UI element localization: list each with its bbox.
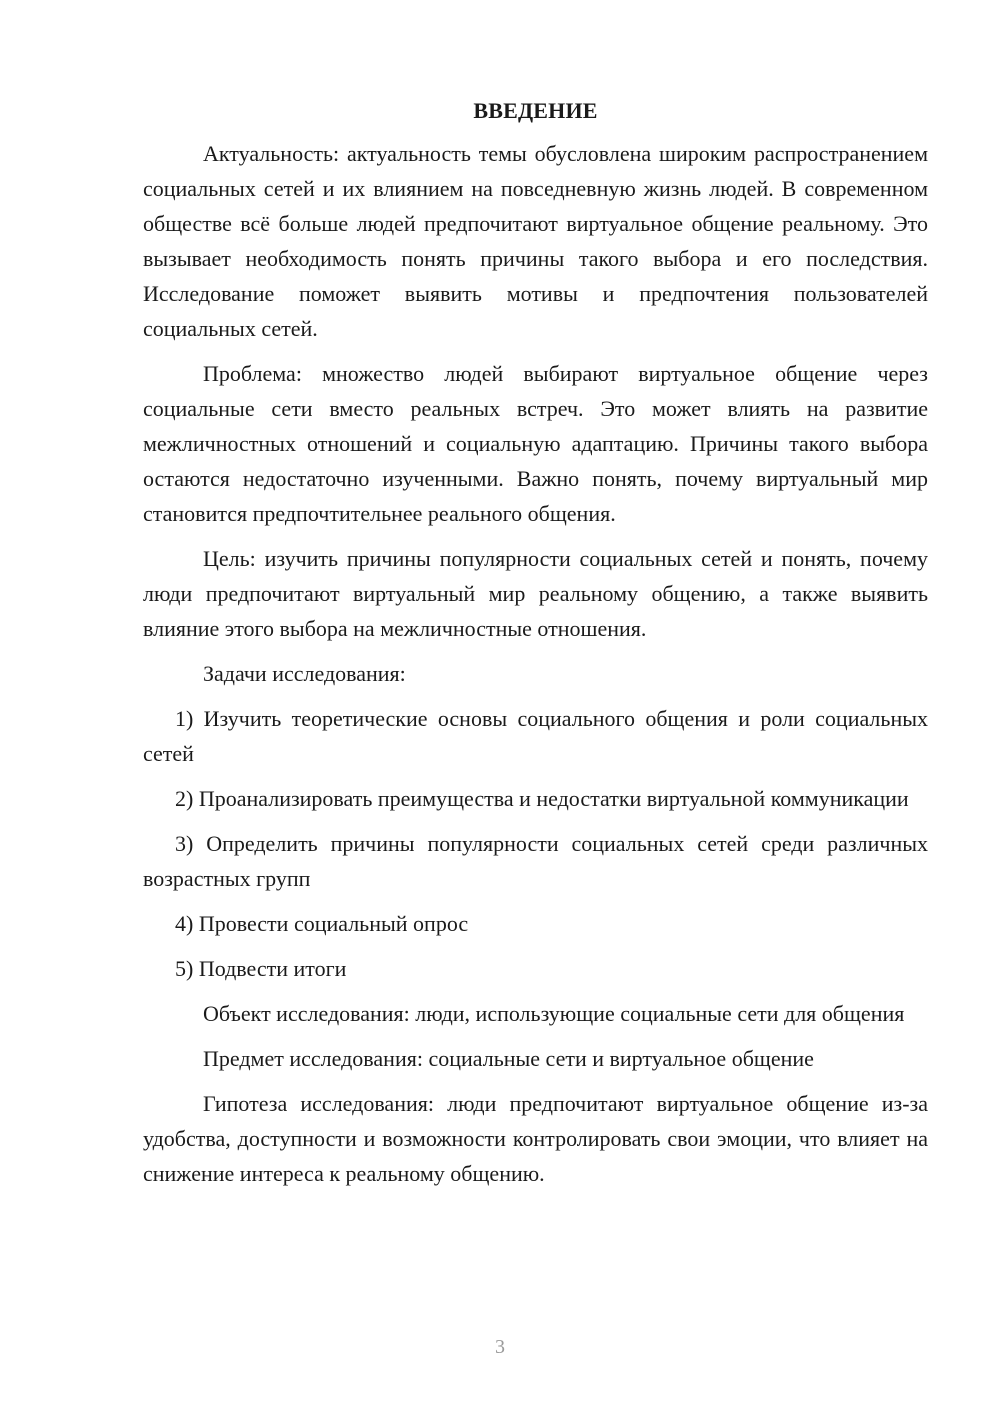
task-item-2: 2) Проанализировать преимущества и недостатки виртуальной коммуникации — [175, 786, 909, 811]
hypothesis-paragraph: Гипотеза исследования: люди предпочитают виртуальное общение из-за удобства, доступности и возможности контролировать свои эмоции, что влияет на снижение интереса к реальному общению. — [143, 1091, 928, 1186]
task-item-5: 5) Подвести итоги — [175, 956, 347, 981]
problem-paragraph: Проблема: множество людей выбирают виртуальное общение через социальные сети вместо реальных встреч. Это может влиять на развитие межличностных отношений и социальную адаптацию. Причины такого выбора остаются недостаточно изученными. Важно понять, почему виртуальный мир становится предпочтительнее реального общения. — [143, 361, 928, 526]
object-paragraph: Объект исследования: люди, использующие социальные сети для общения — [203, 1001, 905, 1026]
subject-paragraph: Предмет исследования: социальные сети и виртуальное общение — [203, 1046, 814, 1071]
page-title: ВВЕДЕНИЕ — [473, 98, 598, 123]
document-body — [143, 96, 928, 1201]
goal-paragraph: Цель: изучить причины популярности социальных сетей и понять, почему люди предпочитают виртуальный мир реальному общению, а также выявить влияние этого выбора на межличностные отношения. — [143, 546, 928, 641]
relevance-paragraph: Актуальность: актуальность темы обусловлена широким распространением социальных сетей и их влиянием на повседневную жизнь людей. В современном обществе всё больше людей предпочитают виртуальное общение реальному. Это вызывает необходимость понять причины такого выбора и его последствия. Исследование поможет выявить мотивы и предпочтения пользователей социальных сетей. — [143, 141, 928, 341]
task-item-3: 3) Определить причины популярности социальных сетей среди различных возрастных групп — [143, 831, 928, 891]
page-number: 3 — [495, 1336, 505, 1358]
task-item-1: 1) Изучить теоретические основы социального общения и роли социальных сетей — [143, 706, 928, 766]
task-item-4: 4) Провести социальный опрос — [175, 911, 469, 936]
tasks-heading: Задачи исследования: — [203, 661, 406, 686]
